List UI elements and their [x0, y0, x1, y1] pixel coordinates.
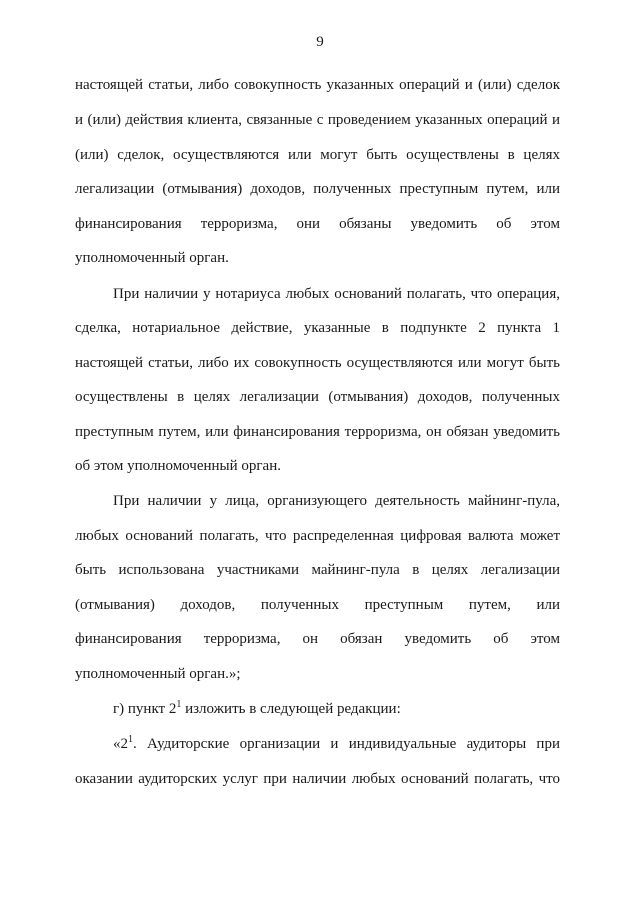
paragraph-5-line-1: [113, 735, 560, 753]
page-number: 9: [316, 34, 324, 50]
paragraph-3-line-4: (отмывания) доходов, полученных преступным путем, или: [75, 597, 560, 613]
paragraph-2-line-5: преступным путем, или финансирования терроризма, он обязан уведомить: [75, 424, 560, 440]
paragraph-4-superscript: 1: [176, 699, 182, 710]
paragraph-1-line-4: легализации (отмывания) доходов, полученных преступным путем, или: [75, 181, 560, 197]
paragraph-3-line-6: уполномоченный орган.»;: [75, 666, 241, 682]
paragraph-3-line-5: финансирования терроризма, он обязан уведомить об этом: [75, 631, 560, 647]
paragraph-1-line-5: финансирования терроризма, они обязаны уведомить об этом: [75, 216, 560, 232]
paragraph-5-superscript: 1: [128, 734, 133, 745]
paragraph-5-line-2: оказании аудиторских услуг при наличии любых оснований полагать, что: [75, 771, 560, 787]
paragraph-2-line-4: осуществлены в целях легализации (отмывания) доходов, полученных: [75, 389, 560, 405]
paragraph-4-line-1: [113, 700, 401, 718]
paragraph-4-text-after: изложить в следующей редакции:: [181, 701, 401, 717]
paragraph-2-line-6: об этом уполномоченный орган.: [75, 458, 281, 474]
paragraph-2-line-2: сделка, нотариальное действие, указанные в подпункте 2 пункта 1: [75, 320, 560, 336]
paragraph-5-text-before: «2: [113, 736, 128, 752]
paragraph-5-text-after: . Аудиторские организации и индивидуальные аудиторы при: [133, 736, 560, 752]
paragraph-3-line-3: быть использована участниками майнинг-пула в целях легализации: [75, 562, 560, 578]
paragraph-4-text-before: г) пункт 2: [113, 701, 177, 717]
paragraph-3-line-2: любых оснований полагать, что распределенная цифровая валюта может: [75, 528, 560, 544]
paragraph-1-line-2: и (или) действия клиента, связанные с проведением указанных операций и: [75, 112, 560, 128]
paragraph-1-line-3: (или) сделок, осуществляются или могут быть осуществлены в целях: [75, 147, 560, 163]
paragraph-2-line-3: настоящей статьи, либо их совокупность осуществляются или могут быть: [75, 355, 560, 371]
paragraph-2-line-1: При наличии у нотариуса любых оснований полагать, что операция,: [113, 286, 560, 302]
paragraph-3-line-1: При наличии у лица, организующего деятельность майнинг-пула,: [113, 493, 560, 509]
paragraph-1-line-6: уполномоченный орган.: [75, 250, 229, 266]
paragraph-1-line-1: настоящей статьи, либо совокупность указанных операций и (или) сделок: [75, 77, 560, 93]
